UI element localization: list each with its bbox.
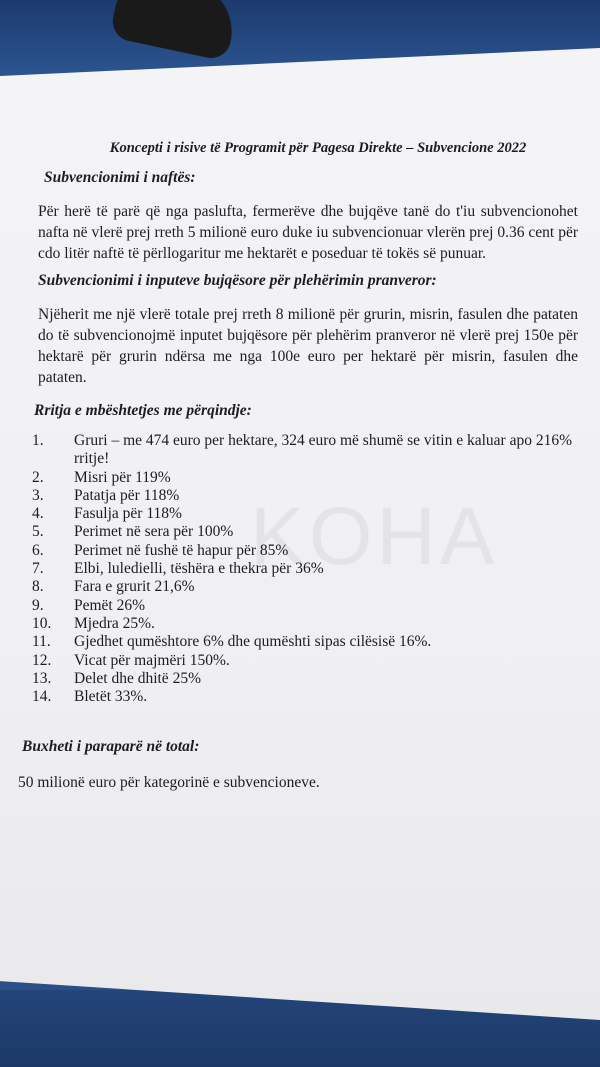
- list-item: [32, 652, 578, 670]
- list-item-text: Gjedhet qumështore 6% dhe qumështi sipas cilësisë 16%.: [74, 633, 432, 651]
- list-item-text: Gruri – me 474 euro per hektare, 324 euro më shumë se vitin e kaluar apo 216% rritje!: [74, 432, 572, 468]
- list-item-text: Pemët 26%: [74, 596, 146, 614]
- list-item-number: 9.: [32, 596, 44, 614]
- list-item: [32, 597, 578, 615]
- list-item-number: 12.: [32, 651, 52, 669]
- list-item-text: Misri për 119%: [74, 468, 171, 486]
- section-heading-support: Rritja e mbështetjes me përqindje:: [34, 402, 252, 419]
- list-item: [32, 633, 578, 651]
- section-text-fuel: Për herë të parë që nga paslufta, fermerëve dhe bujqëve tanë do t'iu subvencionohet nafta në vlerë prej rreth 5 milionë euro duke iu subvencionuar vlerën prej 0.36 cent për cdo litër naftë të përllogaritur me hektarët e poseduar të tokës së punuar.: [38, 203, 578, 262]
- list-item: [32, 615, 578, 633]
- list-item-text: Vicat për majmëri 150%.: [74, 651, 230, 669]
- list-item-number: 10.: [32, 614, 52, 632]
- list-item: [32, 487, 578, 505]
- list-item-number: 5.: [32, 523, 44, 541]
- list-item-number: 8.: [32, 578, 44, 596]
- list-item-number: 4.: [32, 505, 44, 523]
- list-item-text: Fara e grurit 21,6%: [74, 578, 195, 596]
- section-text-inputs: Njëherit me një vlerë totale prej rreth 8 milionë për grurin, misrin, fasulen dhe pataten do të subvencionojmë inputet bujqësore për plehërim pranveror në vlerë prej 150e për hektarë për grurin ndërsa me nga 100e euro per hektarë për misrin, fasulen dhe pataten.: [38, 306, 578, 386]
- list-item: [32, 469, 578, 487]
- list-item-text: Patatja për 118%: [74, 486, 180, 504]
- list-item-number: 13.: [32, 669, 52, 687]
- watermark: KOHA: [250, 491, 499, 582]
- section-heading-budget: Buxheti i paraparë në total:: [22, 738, 200, 756]
- list-item: [32, 688, 578, 706]
- list-item-text: Perimet në sera për 100%: [74, 523, 234, 541]
- list-item-text: Perimet në fushë të hapur për 85%: [74, 541, 289, 559]
- support-list: [32, 432, 578, 706]
- list-item-text: Delet dhe dhitë 25%: [74, 669, 201, 687]
- list-item-number: 2.: [32, 468, 44, 486]
- section-heading-inputs: Subvencionimi i inputeve bujqësore për plehërimin pranveror:: [38, 272, 437, 289]
- list-item: [32, 670, 578, 688]
- section-heading-fuel: Subvencionimi i naftës:: [44, 169, 196, 186]
- list-item-number: 3.: [32, 486, 44, 504]
- list-item-number: 1.: [32, 432, 44, 449]
- document-title: Koncepti i risive të Programit për Pagesa Direkte – Subvencione 2022: [109, 140, 527, 156]
- list-item: [32, 505, 578, 523]
- list-item-text: Bletët 33%.: [74, 688, 148, 706]
- list-item-text: Elbi, luledielli, tëshëra e thekra për 36%: [74, 560, 324, 578]
- list-item: [32, 523, 578, 541]
- list-item-text: Mjedra 25%.: [74, 614, 155, 632]
- list-item: [32, 542, 578, 560]
- list-item-number: 14.: [32, 688, 52, 706]
- list-item-number: 6.: [32, 541, 44, 559]
- list-item: [32, 578, 578, 596]
- list-item: [32, 432, 578, 469]
- list-item-text: Fasulja për 118%: [74, 505, 182, 523]
- document-content: [18, 140, 578, 801]
- list-item-number: 7.: [32, 560, 44, 578]
- list-item-number: 11.: [32, 633, 51, 651]
- section-text-budget: 50 milionë euro për kategorinë e subvencioneve.: [18, 774, 320, 792]
- list-item: [32, 560, 578, 578]
